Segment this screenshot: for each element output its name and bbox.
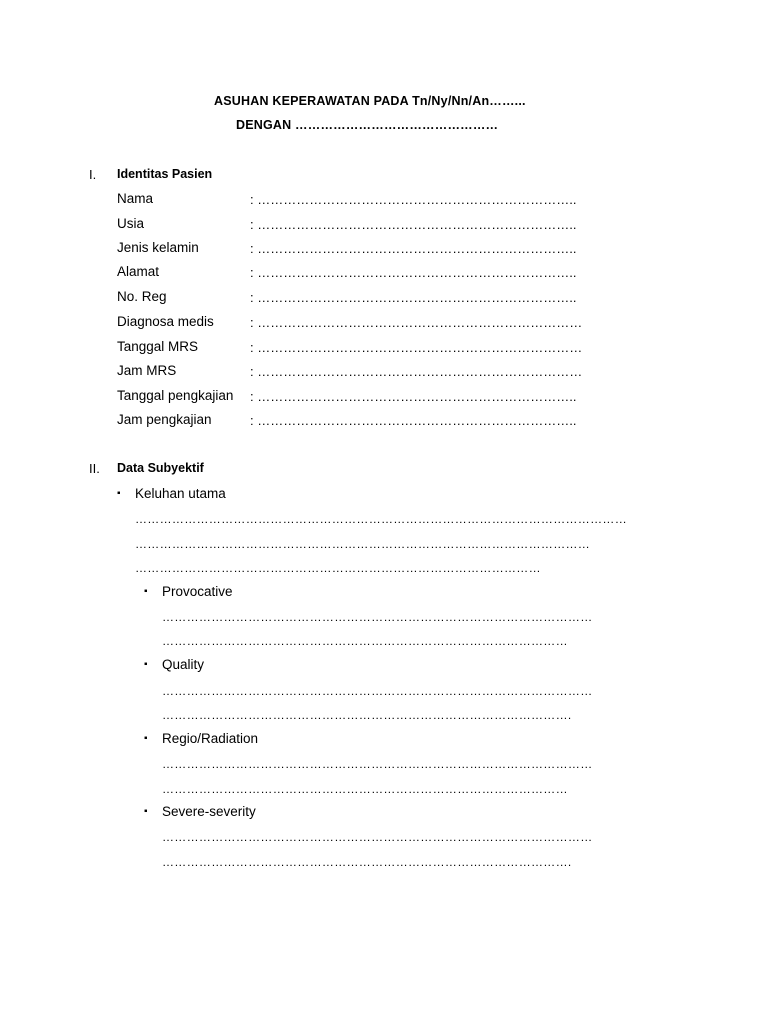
field-value: : ……………………………………………………………….. <box>250 413 577 428</box>
field-value: : ………………………………………………………………… <box>250 364 583 379</box>
answer-line: ……………………………………………………………………………………… <box>162 782 568 796</box>
field-value: : ………………………………………………………………… <box>250 340 583 355</box>
answer-line: …………………………………………………………………………………………… <box>162 610 593 624</box>
answer-line: …………………………………………………………………………………………… <box>162 830 593 844</box>
answer-line: ………………………………………………………………………………………. <box>162 708 572 722</box>
field-label: Tanggal MRS <box>117 339 199 354</box>
field-label: Alamat <box>117 264 160 279</box>
item-label: Regio/Radiation <box>162 731 259 746</box>
field-label: Nama <box>117 191 154 206</box>
item-label: Quality <box>162 657 205 672</box>
field-label: Jam MRS <box>117 363 177 378</box>
field-label: Jenis kelamin <box>117 240 199 255</box>
section-number: II. <box>89 461 100 476</box>
field-label: Usia <box>117 216 145 231</box>
item-label: Severe-severity <box>162 804 256 819</box>
answer-line: …………………………………………………………………………………………… <box>162 684 593 698</box>
field-label: Jam pengkajian <box>117 412 212 427</box>
field-value: : ……………………………………………………………….. <box>250 192 577 207</box>
field-value: : ………………………………………………………………… <box>250 315 583 330</box>
answer-line: …………………………………………………………………………………………… <box>162 757 593 771</box>
item-label: Keluhan utama <box>135 486 226 501</box>
section-title: Identitas Pasien <box>117 167 213 181</box>
field-value: : ……………………………………………………………….. <box>250 389 577 404</box>
item-label: Provocative <box>162 584 233 599</box>
section-number: I. <box>89 167 97 182</box>
bullet-icon: ▪ <box>144 806 148 817</box>
bullet-icon: ▪ <box>117 488 121 499</box>
answer-line: ………………………………………………………………………………………. <box>162 855 572 869</box>
field-value: : ……………………………………………………………….. <box>250 241 577 256</box>
bullet-icon: ▪ <box>144 586 148 597</box>
field-value: : ……………………………………………………………….. <box>250 265 577 280</box>
field-value: : ……………………………………………………………….. <box>250 290 577 305</box>
section-title: Data Subyektif <box>117 461 204 475</box>
field-label: Diagnosa medis <box>117 314 214 329</box>
answer-line: ……………………………………………………………………………………… <box>135 561 541 575</box>
document-subtitle: DENGAN ………………………………………… <box>236 118 499 132</box>
field-label: Tanggal pengkajian <box>117 388 234 403</box>
answer-line: ………………………………………………………………………………………………… <box>135 537 591 551</box>
bullet-icon: ▪ <box>144 659 148 670</box>
bullet-icon: ▪ <box>144 733 148 744</box>
field-label: No. Reg <box>117 289 167 304</box>
field-value: : ……………………………………………………………….. <box>250 217 577 232</box>
answer-line: ………………………………………………………………………………………………………… <box>135 512 627 526</box>
answer-line: ……………………………………………………………………………………… <box>162 634 568 648</box>
document-title: ASUHAN KEPERAWATAN PADA Tn/Ny/Nn/An……... <box>214 94 526 108</box>
